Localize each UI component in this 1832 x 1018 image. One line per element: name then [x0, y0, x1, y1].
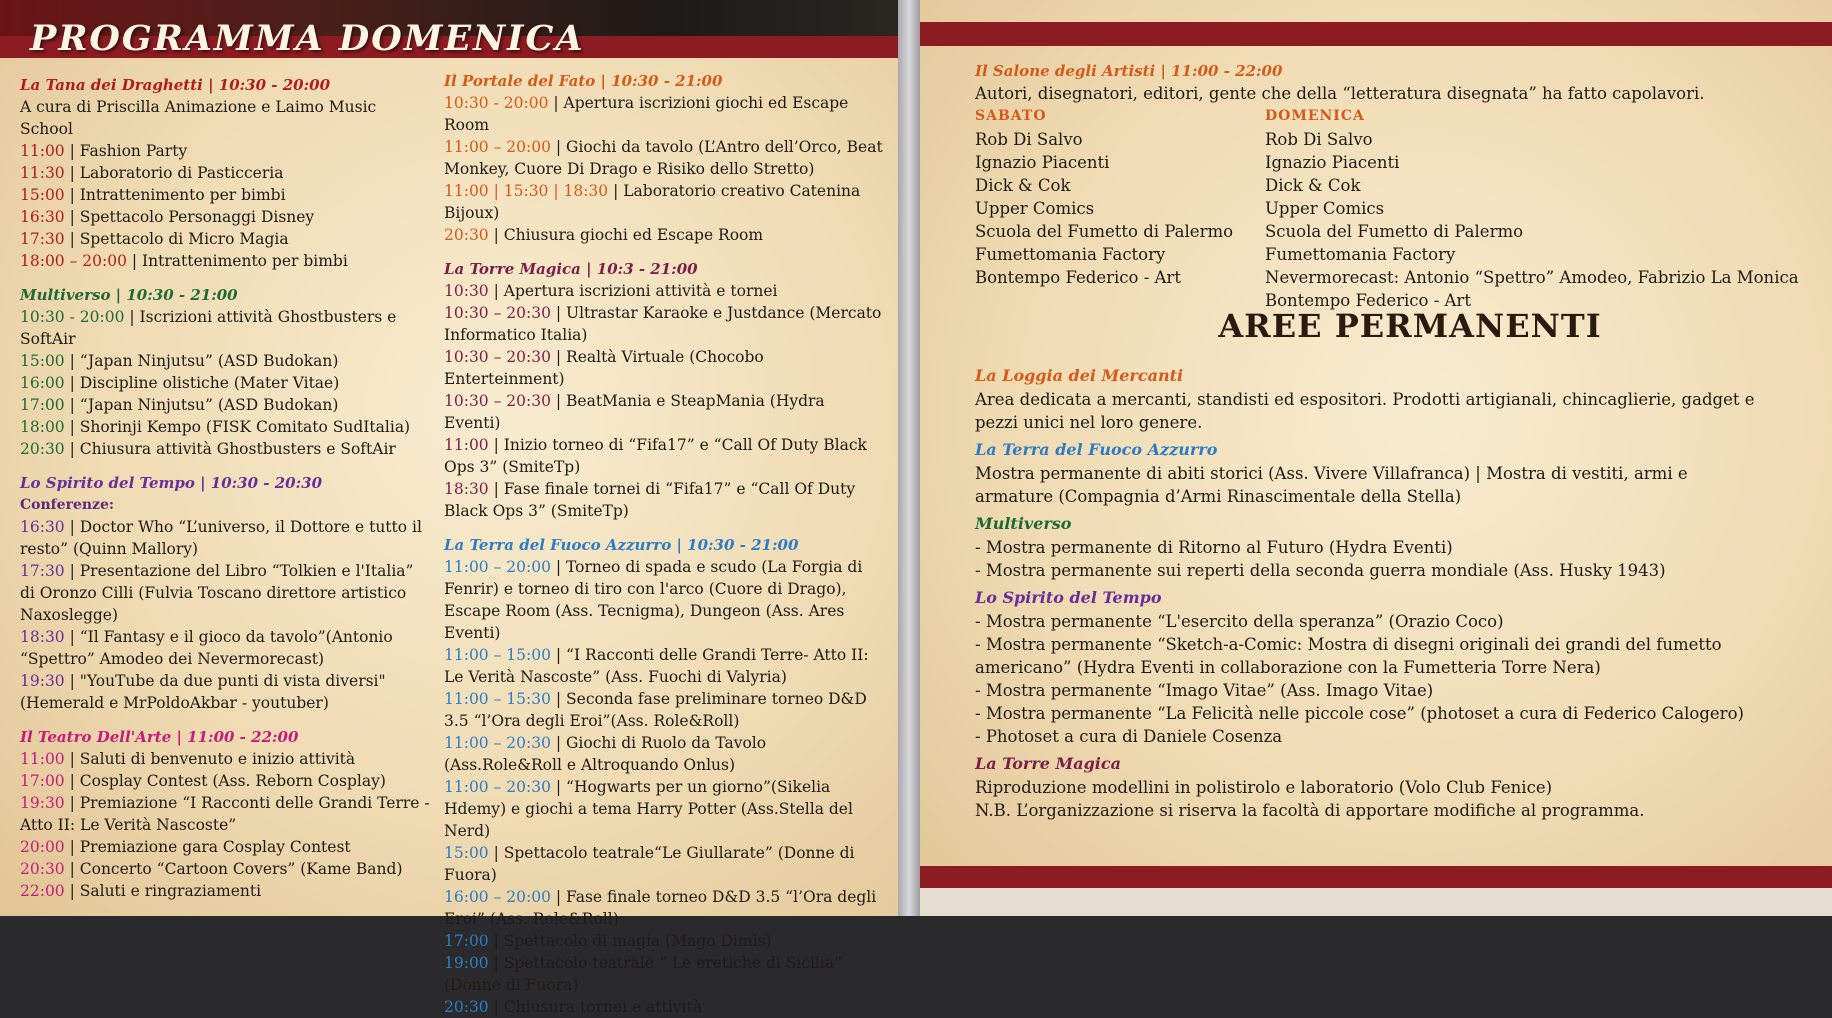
permanent-area-heading: Multiverso — [975, 514, 1072, 533]
schedule-text: | Saluti di benvenuto e inizio attività — [64, 750, 356, 768]
permanent-area-text: americano” (Hydra Eventi in collaborazione con la Fumetteria Torre Nera) — [975, 658, 1601, 677]
salone-title: Il Salone degli Artisti — [975, 62, 1156, 80]
permanent-area-text: - Photoset a cura di Daniele Cosenza — [975, 727, 1283, 746]
schedule-item — [20, 670, 430, 714]
section-separator: | — [171, 728, 188, 746]
permanent-area-text: - Mostra permanente “Imago Vitae” (Ass. Imago Vitae) — [975, 681, 1434, 700]
schedule-text: | Seconda fase preliminare torneo D&D 3.5 “l’Ora degli Eroi”(Ass. Role&Roll) — [444, 690, 867, 730]
schedule-time: 18:30 — [20, 628, 65, 646]
artist-name: Scuola del Fumetto di Palermo — [975, 222, 1234, 241]
schedule-time: 15:00 — [444, 844, 489, 862]
schedule-item — [20, 228, 430, 250]
schedule-time: 19:30 — [20, 794, 65, 812]
schedule-item — [20, 372, 430, 394]
schedule-time: 20:30 — [20, 860, 65, 878]
schedule-item — [444, 346, 884, 390]
schedule-time: 11:00 – 20:30 — [444, 734, 551, 752]
section-heading — [444, 70, 884, 92]
artist-name: Dick & Cok — [975, 176, 1071, 195]
artist-name: Ignazio Piacenti — [1265, 153, 1400, 172]
schedule-time: 16:00 – 20:00 — [444, 888, 551, 906]
section-hours: 11:00 - 22:00 — [187, 728, 299, 746]
schedule-item — [444, 952, 884, 996]
schedule-item — [444, 136, 884, 180]
schedule-time: 11:30 — [20, 164, 65, 182]
schedule-text: | Spettacolo di magia (Mago Dimis) — [488, 932, 772, 950]
schedule-time: 10:30 – 20:30 — [444, 392, 551, 410]
schedule-text: | Fase finale tornei di “Fifa17” e “Call Of Duty Black Ops 3” (SmiteTp) — [444, 480, 856, 520]
section-hours: 10:30 - 21:00 — [611, 72, 723, 90]
permanent-area-text: N.B. L’organizzazione si riserva la facoltà di apportare modifiche al programma. — [975, 801, 1645, 820]
artist-name: Ignazio Piacenti — [975, 153, 1110, 172]
section-separator: | — [194, 474, 211, 492]
schedule-item — [20, 770, 430, 792]
saturday-column — [975, 105, 1233, 289]
schedule-time: 11:00 – 20:00 — [444, 558, 551, 576]
permanent-area-text: - Mostra permanente “L'esercito della speranza” (Orazio Coco) — [975, 612, 1504, 631]
section-title: La Terra del Fuoco Azzurro — [444, 536, 672, 554]
section-hours: 10:3 - 21:00 — [596, 260, 698, 278]
section-heading — [20, 472, 430, 494]
schedule-item — [20, 748, 430, 770]
schedule-item — [444, 478, 884, 522]
section-hours: 10:30 - 21:00 — [687, 536, 799, 554]
schedule-text: | Giochi da tavolo (L’Antro dell’Orco, Beat Monkey, Cuore Di Drago e Risiko dello Stretto) — [444, 138, 883, 178]
section-separator: | — [202, 76, 219, 94]
schedule-time: 19:00 — [444, 954, 489, 972]
schedule-item — [444, 224, 884, 246]
schedule-item — [20, 880, 430, 902]
artist-name: Upper Comics — [1265, 199, 1385, 218]
schedule-text: | “Il Fantasy e il gioco da tavolo”(Antonio “Spettro” Amodeo dei Nevermorecast) — [20, 628, 393, 668]
aree-permanenti-title: AREE PERMANENTI — [1218, 307, 1602, 345]
schedule-text: | Iscrizioni attività Ghostbusters e SoftAir — [20, 308, 397, 348]
schedule-text: | Doctor Who “L’universo, il Dottore e tutto il resto” (Quinn Mallory) — [20, 518, 422, 558]
permanent-area-text: - Mostra permanente di Ritorno al Futuro (Hydra Eventi) — [975, 538, 1453, 557]
schedule-text: | Ultrastar Karaoke e Justdance (Mercato Informatico Italia) — [444, 304, 882, 344]
section-heading — [20, 74, 430, 96]
saturday-list — [975, 128, 1233, 289]
page-divider — [898, 0, 920, 916]
schedule-item — [20, 516, 430, 560]
schedule-item — [20, 250, 430, 272]
schedule-item — [444, 302, 884, 346]
schedule-time: 16:30 — [20, 518, 65, 536]
section-heading — [444, 534, 884, 556]
schedule-time: 15:00 — [20, 186, 65, 204]
schedule-item — [444, 280, 884, 302]
schedule-time: 11:00 – 15:30 — [444, 690, 551, 708]
section-heading — [444, 258, 884, 280]
permanent-area-heading: La Terra del Fuoco Azzurro — [975, 440, 1218, 459]
schedule-time: 20:00 — [20, 838, 65, 856]
schedule-text: | Saluti e ringraziamenti — [64, 882, 262, 900]
permanent-area-text: Riproduzione modellini in polistirolo e laboratorio (Volo Club Fenice) — [975, 778, 1553, 797]
schedule-text: | Shorinji Kempo (FISK Comitato SudItalia) — [64, 418, 411, 436]
schedule-time: 11:00 — [444, 436, 489, 454]
schedule-item — [20, 858, 430, 880]
schedule-item — [444, 390, 884, 434]
schedule-item — [20, 792, 430, 836]
schedule-time: 16:30 — [20, 208, 65, 226]
schedule-text: | Inizio torneo di “Fifa17” e “Call Of Duty Black Ops 3” (SmiteTp) — [444, 436, 867, 476]
right-page — [920, 0, 1832, 916]
schedule-time: 19:30 — [20, 672, 65, 690]
schedule-time: 11:00 | 15:30 | 18:30 — [444, 182, 609, 200]
section-title: La Torre Magica — [444, 260, 581, 278]
salone-hours: 11:00 - 22:00 — [1171, 62, 1283, 80]
section-hours: 10:30 - 21:00 — [126, 286, 238, 304]
schedule-time: 16:00 — [20, 374, 65, 392]
artist-name: Bontempo Federico - Art — [1265, 291, 1471, 310]
schedule-text: | Laboratorio creativo Catenina Bijoux) — [444, 182, 861, 222]
schedule-time: 10:30 – 20:30 — [444, 348, 551, 366]
schedule-time: 10:30 – 20:30 — [444, 304, 551, 322]
schedule-text: | Chiusura attività Ghostbusters e SoftAir — [64, 440, 396, 458]
schedule-text: | Discipline olistiche (Mater Vitae) — [64, 374, 340, 392]
schedule-text: | “I Racconti delle Grandi Terre- Atto II: Le Verità Nascoste” (Ass. Fuochi di Valyria) — [444, 646, 869, 686]
schedule-time: 20:30 — [20, 440, 65, 458]
permanent-area-text: - Mostra permanente “La Felicità nelle piccole cose” (photoset a cura di Federico Calogero) — [975, 704, 1744, 723]
schedule-time: 20:30 — [444, 226, 489, 244]
schedule-text: | Premiazione gara Cosplay Contest — [64, 838, 351, 856]
section-gap — [444, 522, 884, 534]
page-title: PROGRAMMA DOMENICA — [30, 18, 585, 59]
section-hours: 10:30 - 20:30 — [210, 474, 323, 492]
schedule-text: | Fase finale torneo D&D 3.5 “l’Ora degli Eroi” (Ass. Role&Roll) — [444, 888, 877, 928]
schedule-text: | Realtà Virtuale (Chocobo Enterteinment) — [444, 348, 764, 388]
permanent-area-heading: Lo Spirito del Tempo — [975, 588, 1162, 607]
sunday-label: DOMENICA — [1265, 108, 1365, 124]
schedule-item — [444, 930, 884, 952]
schedule-time: 11:00 — [20, 142, 65, 160]
section-gap — [444, 246, 884, 258]
section-title: Il Portale del Fato — [444, 72, 596, 90]
salone-heading: Il Salone degli Artisti | 11:00 - 22:00 — [975, 62, 1283, 80]
schedule-text: | Apertura iscrizioni attività e tornei — [488, 282, 778, 300]
schedule-item — [20, 350, 430, 372]
schedule-text: | Chiusura tornei e attività — [488, 998, 702, 1016]
schedule-time: 18:00 — [20, 418, 65, 436]
schedule-time: 10:30 - 20:00 — [444, 94, 549, 112]
artist-name: Fumettomania Factory — [1265, 245, 1456, 264]
schedule-text: | Spettacolo di Micro Magia — [64, 230, 289, 248]
permanent-area-text: - Mostra permanente sui reperti della seconda guerra mondiale (Ass. Husky 1943) — [975, 561, 1666, 580]
schedule-time: 10:30 — [444, 282, 489, 300]
right-bottom-band — [920, 888, 1832, 916]
schedule-text: | “Japan Ninjutsu” (ASD Budokan) — [64, 352, 339, 370]
section-title: Lo Spirito del Tempo — [20, 474, 195, 492]
section-separator: | — [110, 286, 127, 304]
permanent-area-text: Mostra permanente di abiti storici (Ass. Vivere Villafranca) | Mostra di vestiti, armi e — [975, 464, 1688, 483]
sunday-list — [1265, 128, 1799, 312]
schedule-item — [20, 626, 430, 670]
schedule-time: 15:00 — [20, 352, 65, 370]
schedule-item — [444, 842, 884, 886]
left-page — [0, 0, 898, 1016]
section-heading — [20, 726, 430, 748]
artist-name: Fumettomania Factory — [975, 245, 1166, 264]
artist-name: Upper Comics — [975, 199, 1095, 218]
permanent-areas — [975, 364, 1825, 822]
schedule-text: | Apertura iscrizioni giochi ed Escape Room — [444, 94, 849, 134]
schedule-item — [444, 434, 884, 478]
left-column-2 — [444, 70, 884, 1018]
schedule-item — [20, 438, 430, 460]
schedule-text: | Laboratorio di Pasticceria — [64, 164, 284, 182]
schedule-text: | Cosplay Contest (Ass. Reborn Cosplay) — [64, 772, 386, 790]
schedule-item — [20, 184, 430, 206]
schedule-text: | Intrattenimento per bimbi — [126, 252, 348, 270]
sunday-column — [1265, 105, 1799, 312]
schedule-text: | "YouTube da due punti di vista diversi" (Hemerald e MrPoldoAkbar - youtuber) — [20, 672, 386, 712]
permanent-area-text: Area dedicata a mercanti, standisti ed espositori. Prodotti artigianali, chincaglierie, gadget e — [975, 390, 1755, 409]
artist-name: Bontempo Federico - Art — [975, 268, 1181, 287]
section-subheading: Conferenze: — [20, 497, 115, 513]
schedule-item — [444, 644, 884, 688]
schedule-time: 11:00 – 20:30 — [444, 778, 551, 796]
schedule-time: 18:30 — [444, 480, 489, 498]
section-title: La Tana dei Draghetti — [20, 76, 203, 94]
permanent-area-text: - Mostra permanente “Sketch-a-Comic: Mostra di disegni originali dei grandi del fumetto — [975, 635, 1722, 654]
schedule-text: | Spettacolo teatrale“Le Giullarate” (Donne di Fuora) — [444, 844, 855, 884]
schedule-time: 11:00 – 15:00 — [444, 646, 551, 664]
schedule-item — [20, 306, 430, 350]
schedule-item — [20, 394, 430, 416]
section-gap — [20, 460, 430, 472]
schedule-item — [444, 180, 884, 224]
artist-name: Nevermorecast: Antonio “Spettro” Amodeo, Fabrizio La Monica — [1265, 268, 1799, 287]
schedule-text: | Fashion Party — [64, 142, 188, 160]
schedule-text: | “Japan Ninjutsu” (ASD Budokan) — [64, 396, 339, 414]
schedule-text: | Concerto “Cartoon Covers” (Kame Band) — [64, 860, 403, 878]
schedule-time: 17:30 — [20, 562, 65, 580]
schedule-time: 17:30 — [20, 230, 65, 248]
schedule-time: 18:00 – 20:00 — [20, 252, 127, 270]
left-column-1 — [20, 74, 430, 902]
schedule-text: | Presentazione del Libro “Tolkien e l'Italia” di Oronzo Cilli (Fulvia Toscano direttore artistico Naxoslegge) — [20, 562, 414, 624]
schedule-item — [20, 416, 430, 438]
schedule-text: | Premiazione “I Racconti delle Grandi Terre - Atto II: Le Verità Nascoste” — [20, 794, 430, 834]
schedule-item — [20, 206, 430, 228]
schedule-text: | Chiusura giochi ed Escape Room — [488, 226, 764, 244]
schedule-item — [444, 996, 884, 1018]
schedule-item — [20, 96, 430, 140]
schedule-text: | Torneo di spada e scudo (La Forgia di Fenrir) e torneo di tiro con l'arco (Cuore di Drago), Escape Room (Ass. Tecnigma), Dungeon (Ass. Ares Eventi) — [444, 558, 863, 642]
section-title: Il Teatro Dell'Arte — [20, 728, 172, 746]
schedule-text: | Spettacolo teatrale “ Le eretiche di Sicilia” (Donne di Fuora) — [444, 954, 843, 994]
schedule-text: | “Hogwarts per un giorno”(Sikelia Hdemy) e giochi a tema Harry Potter (Ass.Stella del Nerd) — [444, 778, 853, 840]
schedule-time: 22:00 — [20, 882, 65, 900]
section-title: Multiverso — [20, 286, 111, 304]
section-separator: | — [671, 536, 688, 554]
section-hours: 10:30 - 20:00 — [218, 76, 331, 94]
schedule-time: 17:00 — [20, 772, 65, 790]
schedule-item — [20, 560, 430, 626]
schedule-item — [444, 92, 884, 136]
permanent-area-heading: La Torre Magica — [975, 754, 1121, 773]
schedule-item — [20, 140, 430, 162]
saturday-label: SABATO — [975, 108, 1047, 124]
schedule-item — [444, 776, 884, 842]
permanent-area-text: armature (Compagnia d’Armi Rinascimentale della Stella) — [975, 487, 1462, 506]
schedule-text: | Spettacolo Personaggi Disney — [64, 208, 315, 226]
salone-description: Autori, disegnatori, editori, gente che della “letteratura disegnata” ha fatto capolavori. — [975, 84, 1705, 103]
permanent-area-text: pezzi unici nel loro genere. — [975, 413, 1203, 432]
schedule-item — [444, 732, 884, 776]
schedule-text: | Intrattenimento per bimbi — [64, 186, 286, 204]
schedule-text: A cura di Priscilla Animazione e Laimo Music School — [20, 98, 377, 138]
schedule-item — [444, 556, 884, 644]
artist-name: Rob Di Salvo — [1265, 130, 1373, 149]
section-heading — [20, 284, 430, 306]
artists-table — [975, 105, 1825, 310]
section-gap — [20, 714, 430, 726]
schedule-item — [20, 836, 430, 858]
section-separator: | — [580, 260, 597, 278]
right-bottom-red-bar — [920, 866, 1832, 888]
section-separator: | — [595, 72, 612, 90]
schedule-time: 11:00 — [20, 750, 65, 768]
artist-name: Dick & Cok — [1265, 176, 1361, 195]
right-content — [975, 60, 1825, 822]
schedule-time: 10:30 - 20:00 — [20, 308, 125, 326]
artist-name: Rob Di Salvo — [975, 130, 1083, 149]
schedule-time: 17:00 — [20, 396, 65, 414]
artist-name: Scuola del Fumetto di Palermo — [1265, 222, 1524, 241]
schedule-item — [444, 886, 884, 930]
schedule-item — [20, 162, 430, 184]
schedule-time: 20:30 — [444, 998, 489, 1016]
permanent-area-heading: La Loggia dei Mercanti — [975, 366, 1184, 385]
schedule-time: 17:00 — [444, 932, 489, 950]
schedule-time: 11:00 – 20:00 — [444, 138, 551, 156]
schedule-text: | Giochi di Ruolo da Tavolo (Ass.Role&Roll e Altroquando Onlus) — [444, 734, 767, 774]
right-top-red-bar — [920, 22, 1832, 46]
schedule-text: | BeatMania e SteapMania (Hydra Eventi) — [444, 392, 825, 432]
section-gap — [20, 272, 430, 284]
schedule-item — [444, 688, 884, 732]
